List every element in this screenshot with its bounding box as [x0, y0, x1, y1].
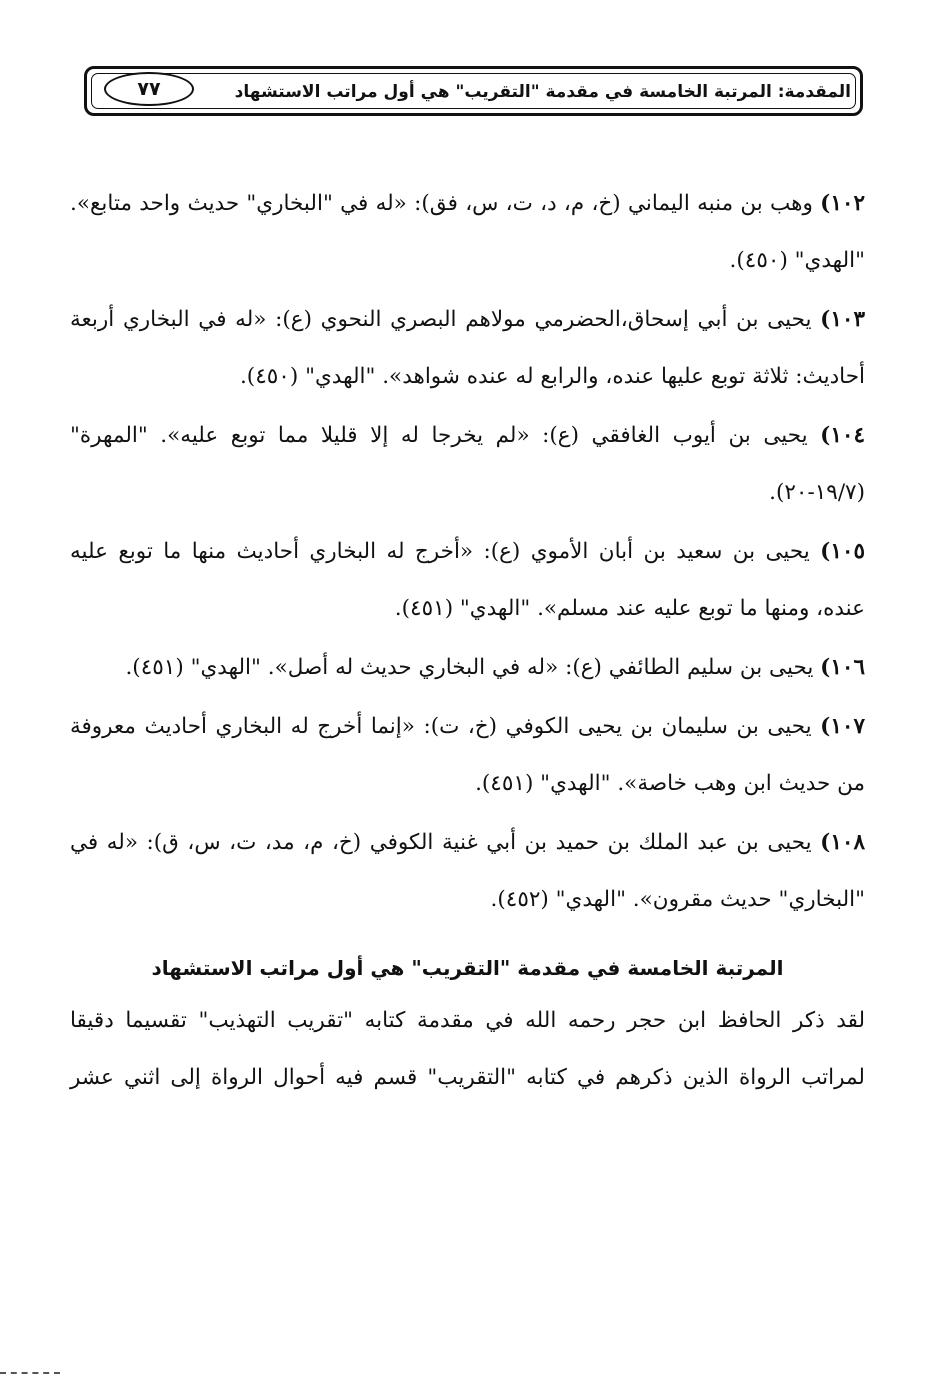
section-paragraph-line-2: لمراتب الرواة الذين ذكرهم في كتابه "التقريب" قسم فيه أحوال الرواة إلى اثني عشر	[70, 1065, 865, 1090]
entry-number: ١٠٤)	[820, 423, 865, 448]
narrator-entry-104	[70, 407, 865, 521]
narrator-entry-105	[70, 523, 865, 637]
entry-number: ١٠٣)	[820, 307, 865, 332]
page-number-badge: ٧٧	[104, 72, 194, 106]
narrator-entry-106	[70, 639, 865, 696]
entry-number: ١٠٨)	[820, 830, 865, 855]
section-paragraph-line-1: لقد ذكر الحافظ ابن حجر رحمه الله في مقدمة كتابه "تقريب التهذيب" تقسيما دقيقا	[70, 1008, 865, 1033]
entry-number: ١٠٥)	[820, 539, 865, 564]
section-heading: المرتبة الخامسة في مقدمة "التقريب" هي أول مراتب الاستشهاد	[151, 956, 784, 980]
entry-text: يحيى بن سليمان بن يحيى الكوفي (خ، ت): «إنما أخرج له البخاري أحاديث معروفة من حديث ابن وهب خاصة». "الهدي" (٤٥١).	[70, 714, 865, 796]
entry-text: وهب بن منبه اليماني (خ، م، د، ت، س، فق): «له في "البخاري" حديث واحد متابع». "الهدي" (٤٥٠).	[70, 191, 865, 273]
running-header-title: المقدمة: المرتبة الخامسة في مقدمة "التقريب" هي أول مراتب الاستشهاد	[234, 82, 851, 102]
entry-text: يحيى بن أبي إسحاق،الحضرمي مولاهم البصري النحوي (ع): «له في البخاري أربعة أحاديث: ثلاثة توبع عليها عنده، والرابع له عنده شواهد». "الهدي" (٤٥٠).	[70, 307, 865, 389]
scan-edge-mark	[0, 1372, 60, 1376]
narrator-entry-103	[70, 291, 865, 405]
entry-text: يحيى بن سليم الطائفي (ع): «له في البخاري حديث له أصل». "الهدي" (٤٥١).	[125, 655, 814, 680]
narrator-entry-108	[70, 814, 865, 928]
narrator-entry-107	[70, 698, 865, 812]
entry-number: ١٠٧)	[820, 714, 865, 739]
page-body	[70, 175, 865, 1106]
entry-text: يحيى بن أيوب الغافقي (ع): «لم يخرجا له إلا قليلا مما توبع عليه». "المهرة" (١٩/٧-٢٠).	[70, 423, 865, 505]
narrator-entry-102	[70, 175, 865, 289]
entry-text: يحيى بن عبد الملك بن حميد بن أبي غنية الكوفي (خ، م، مد، ت، س، ق): «له في "البخاري" حديث مقرون». "الهدي" (٤٥٢).	[70, 830, 865, 912]
entry-number: ١٠٢)	[820, 191, 865, 216]
entry-number: ١٠٦)	[820, 655, 865, 680]
entry-text: يحيى بن سعيد بن أبان الأموي (ع): «أخرج له البخاري أحاديث منها ما توبع عليه عنده، ومنها ما توبع عليه عند مسلم». "الهدي" (٤٥١).	[70, 539, 865, 621]
